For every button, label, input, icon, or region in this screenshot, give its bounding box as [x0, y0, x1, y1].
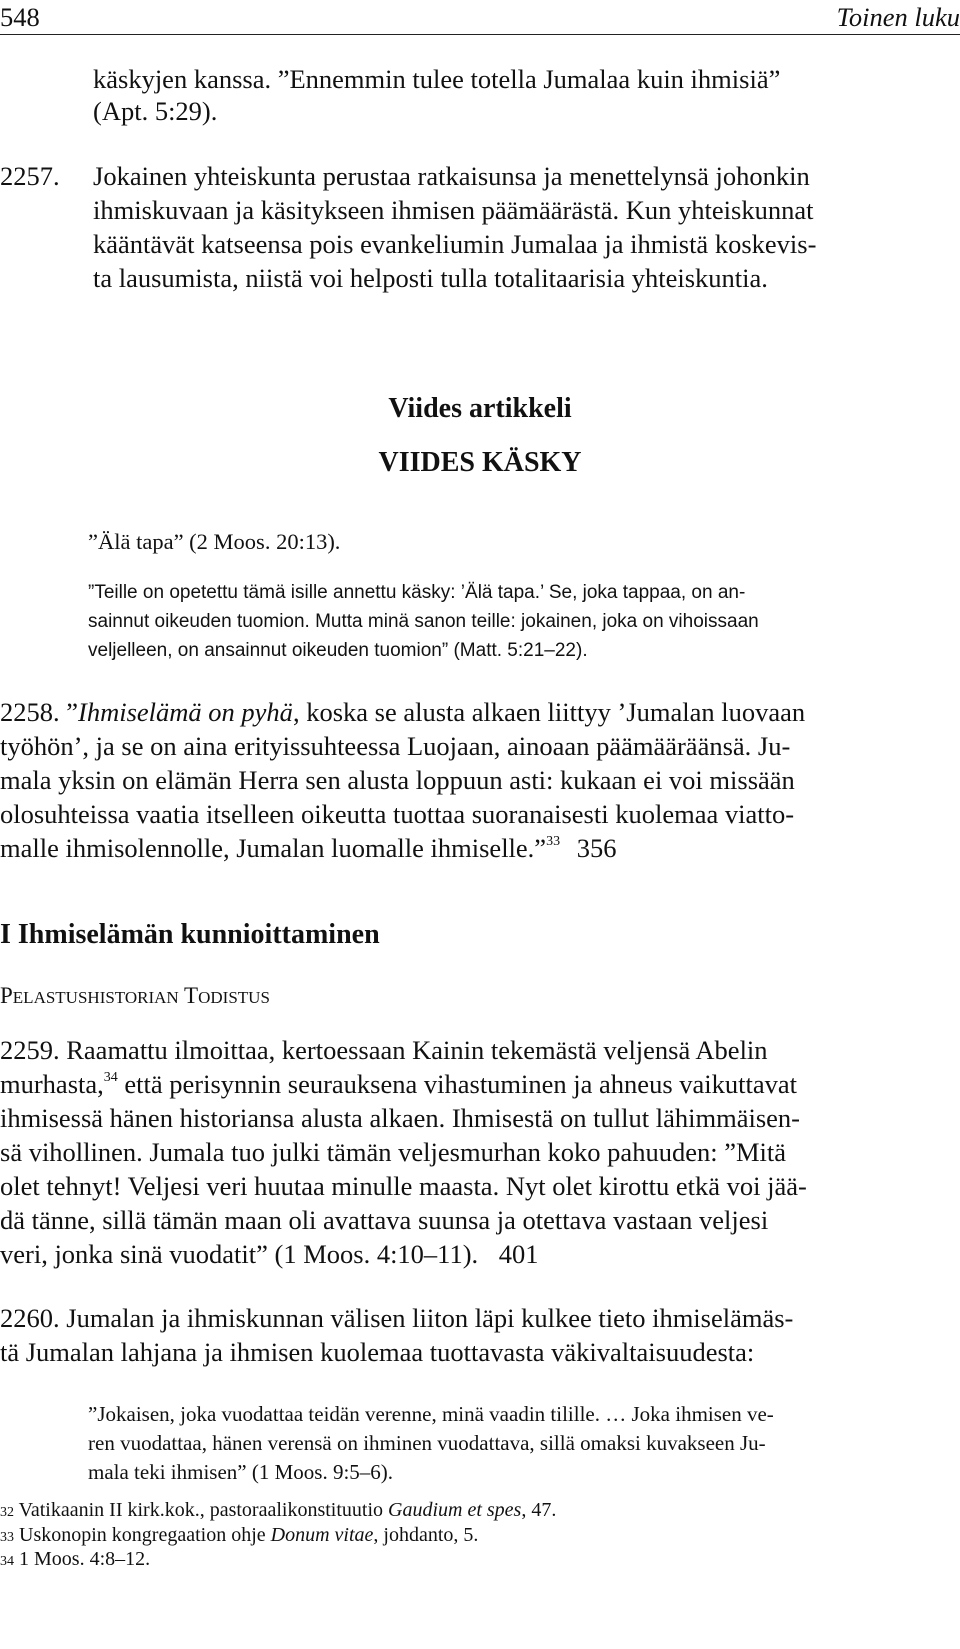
footnote-34 — [0, 1546, 150, 1575]
p2259-line-4: sä vihollinen. Jumala tuo julki tämän veljesmurhan koko pahuuden: ”Mitä — [0, 1137, 787, 1167]
quote-genesis-line-3: mala teki ihmisen” (1 Moos. 9:5–6). — [88, 1460, 394, 1484]
quote-genesis-line-2: ren vuodattaa, hänen verensä on ihminen vuodattava, sillä omaksi kuvakseen Ju- — [88, 1431, 766, 1455]
footnote-number: 34 — [0, 1554, 14, 1569]
quote-genesis-line-1: ”Jokaisen, joka vuodattaa teidän verenne, minä vaadin tilille. … Joka ihmisen ve- — [88, 1402, 774, 1426]
p2260-line-2: tä Jumalan lahjana ja ihmisen kuolemaa tuottavasta väkivaltaisuudesta: — [0, 1337, 755, 1367]
footnote-text: Vatikaanin II kirk.kok., pastoraalikonstituutio — [14, 1499, 389, 1521]
p2257-line-4: ta lausumista, niistä voi helposti tulla totalitaarisia yhteiskuntia. — [93, 263, 768, 293]
page-number: 548 — [0, 2, 40, 32]
footnote-text-end: , 47. — [521, 1499, 557, 1521]
subheading-initial-p: P — [0, 983, 13, 1008]
footnote-ref-34[interactable]: 34 — [103, 1070, 118, 1085]
intro-line-2: (Apt. 5:29). — [93, 96, 218, 126]
p2260-line-1: 2260. Jumalan ja ihmiskunnan välisen liiton läpi kulkee tieto ihmiselämäs- — [0, 1303, 794, 1333]
p2258-italic: Ihmiselämä on pyhä — [78, 697, 293, 727]
running-title: Toinen luku — [836, 2, 960, 32]
quote-matthew-line-2: sainnut oikeuden tuomion. Mutta minä sanon teille: jokainen, joka on vihoissaan — [88, 611, 759, 632]
section-title: I Ihmiselämän kunnioittaminen — [0, 919, 380, 950]
footnote-number: 32 — [0, 1505, 14, 1520]
header-rule — [0, 34, 960, 35]
p2257-line-1: Jokainen yhteiskunta perustaa ratkaisunsa ja menettelynsä johonkin — [93, 161, 810, 191]
p2257-line-2: ihmiskuvaan ja käsitykseen ihmisen päämäärästä. Kun yhteiskunnat — [93, 195, 814, 225]
p2258-line-5 — [0, 831, 616, 865]
p2259-line-7 — [0, 1237, 539, 1271]
p2259-line-2 — [0, 1067, 797, 1101]
intro-line-1: käskyjen kanssa. ”Ennemmin tulee totella Jumalaa kuin ihmisiä” — [93, 64, 781, 94]
footnote-text: Uskonopin kongregaation ohje — [14, 1524, 271, 1546]
p2258-line-5-text: malle ihmisolennolle, Jumalan luomalle ihmiselle.” — [0, 833, 547, 863]
subheading-part-2: ODISTUS — [198, 988, 270, 1007]
paragraph-number-2257: 2257. — [0, 161, 60, 191]
quote-exodus: ”Älä tapa” (2 Moos. 20:13). — [88, 529, 341, 554]
footnote-italic: Gaudium et spes — [388, 1499, 522, 1521]
paragraph-number-2258: 2258. — [0, 697, 60, 727]
p2258-open-quote: ” — [66, 697, 79, 727]
p2259-line-6: dä tänne, sillä tämän maan oli avattava suunsa ja otettava vastaan veljesi — [0, 1205, 769, 1235]
p2259-line-7-text: veri, jonka sinä vuodatit” (1 Moos. 4:10–11). — [0, 1239, 479, 1269]
footnote-text-end: , johdanto, 5. — [373, 1524, 479, 1546]
footnote-number: 33 — [0, 1530, 14, 1545]
p2259-line-2b: että perisynnin seurauksena vihastuminen ja ahneus vaikuttavat — [117, 1069, 797, 1099]
p2257-line-3: kääntävät katseensa pois evankeliumin Jumalaa ja ihmistä koskevis- — [93, 229, 817, 259]
cross-reference-401[interactable]: 401 — [498, 1239, 539, 1269]
quote-matthew-line-3: veljelleen, on ansainnut oikeuden tuomion” (Matt. 5:21–22). — [88, 640, 588, 661]
article-title: Viides artikkeli — [388, 393, 572, 424]
cross-reference-356[interactable]: 356 — [576, 833, 617, 863]
p2258-line-2: työhön’, ja se on aina erityissuhteessa Luojaan, ainoaan päämääräänsä. Ju- — [0, 731, 791, 761]
subheading-initial-t: T — [178, 983, 199, 1008]
article-subtitle: VIIDES KÄSKY — [378, 447, 582, 478]
section-subheading — [0, 982, 270, 1012]
subheading-part-1: ELASTUSHISTORIAN — [12, 988, 179, 1007]
p2259-line-3: ihmisessä hänen historiansa alusta alkaen. Ihmisestä on tullut lähimmäisen- — [0, 1103, 800, 1133]
footnote-italic: Donum vitae — [270, 1524, 374, 1546]
p2259-line-1: 2259. Raamattu ilmoittaa, kertoessaan Kainin tekemästä veljensä Abelin — [0, 1035, 768, 1065]
footnote-text: 1 Moos. 4:8–12. — [14, 1548, 151, 1570]
footnote-ref-33[interactable]: 33 — [546, 834, 561, 849]
p2258-line-3: mala yksin on elämän Herra sen alusta loppuun asti: kukaan ei voi missään — [0, 765, 795, 795]
p2258-line-1 — [0, 695, 805, 729]
p2258-line-1-rest: , koska se alusta alkaen liittyy ’Jumalan luovaan — [292, 697, 806, 727]
p2259-line-5: olet tehnyt! Veljesi veri huutaa minulle maasta. Nyt olet kirottu etkä voi jää- — [0, 1171, 807, 1201]
quote-matthew-line-1: ”Teille on opetettu tämä isille annettu käsky: ’Älä tapa.’ Se, joka tappaa, on an- — [88, 582, 746, 603]
p2258-line-4: olosuhteissa vaatia itselleen oikeutta tuottaa suoranaisesti kuolemaa viatto- — [0, 799, 795, 829]
p2259-line-2a: murhasta, — [0, 1069, 104, 1099]
